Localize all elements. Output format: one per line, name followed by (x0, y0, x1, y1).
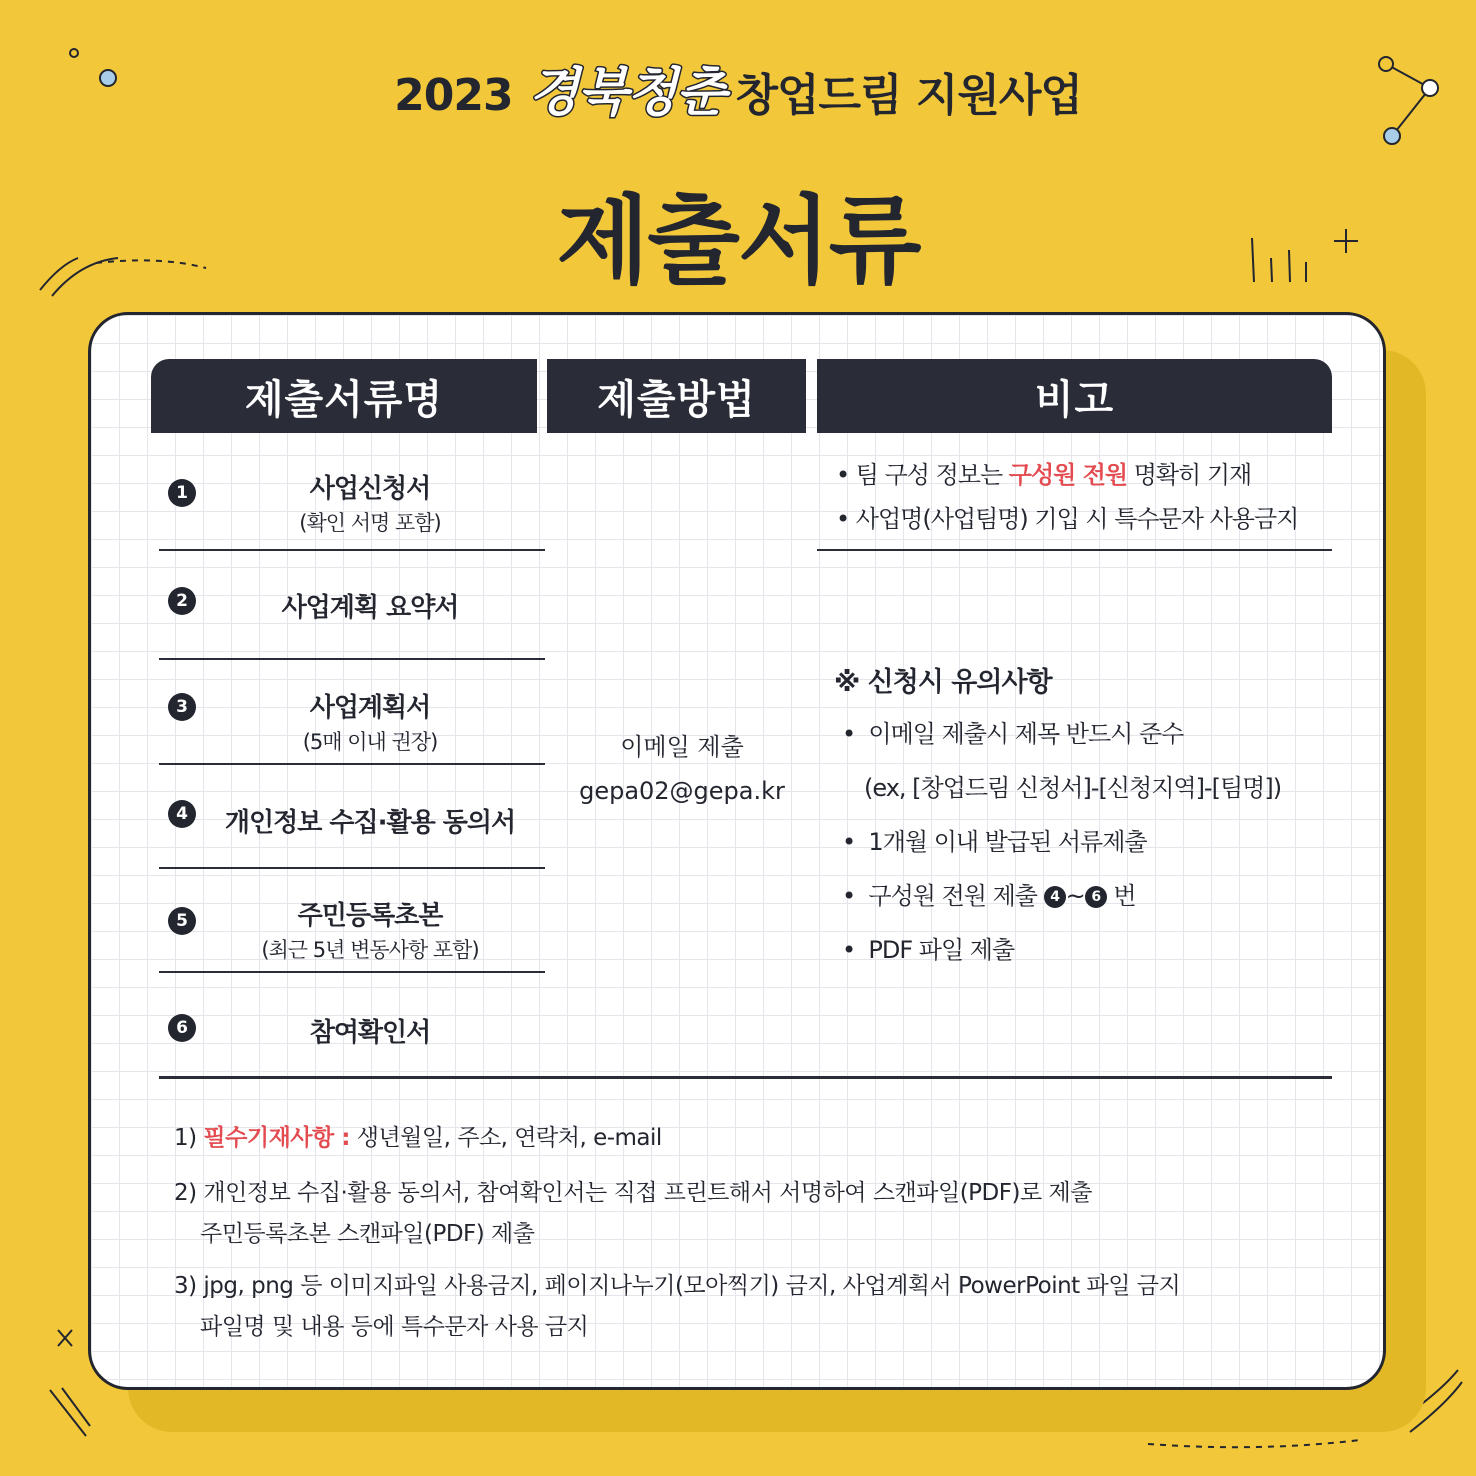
doc-number-badge: 4 (168, 800, 196, 828)
table-bottom-divider (159, 1076, 1332, 1079)
doc-item (200, 468, 540, 537)
doc-number-badge: 3 (168, 693, 196, 721)
doc-item (200, 895, 540, 964)
footnote-text: 생년월일, 주소, 연락처, e-mail (349, 1125, 662, 1151)
notice-item: • PDF 파일 제출 (842, 936, 1015, 964)
header-year: 2023 (394, 70, 513, 121)
page-title: 제출서류 (556, 185, 920, 297)
footnote-2: 2) 개인정보 수집·활용 동의서, 참여확인서는 직접 프린트해서 서명하여 스캔파일(PDF)로 제출 (174, 1180, 1092, 1206)
remark-special-chars: • 사업명(사업팀명) 기입 시 특수문자 사용금지 (836, 505, 1299, 533)
remark-team-info (836, 455, 1251, 490)
remarks-divider (817, 549, 1332, 551)
number-badge: 4 (1044, 886, 1066, 908)
column-header-doc-name: 제출서류명 (151, 359, 537, 433)
doc-number-badge: 1 (168, 479, 196, 507)
footnote-3: 3) jpg, png 등 이미지파일 사용금지, 페이지나누기(모아찍기) 금지, 사업계획서 PowerPoint 파일 금지 (174, 1273, 1181, 1299)
notice-text: 1개월 이내 발급된 서류제출 (868, 828, 1147, 856)
tilde: ~ (1065, 882, 1085, 910)
notice-text: 번 (1106, 882, 1136, 910)
notice-text: 구성원 전원 제출 (868, 882, 1044, 910)
notice-item: • 1개월 이내 발급된 서류제출 (842, 828, 1147, 856)
doc-note: (확인 서명 포함) (299, 511, 441, 535)
remark-text: 명확히 기재 (1127, 461, 1252, 489)
footnote-1 (174, 1119, 662, 1152)
doc-name: 사업계획서 (309, 693, 431, 723)
remark-text: • 팀 구성 정보는 (836, 461, 1009, 489)
doc-number-badge: 5 (168, 907, 196, 935)
x-mark-deco (50, 1330, 90, 1436)
doc-number-badge: 2 (168, 587, 196, 615)
doc-note: (최근 5년 변동사항 포함) (261, 938, 479, 962)
column-header-method: 제출방법 (547, 359, 806, 433)
notice-item: • 구성원 전원 제출 4 ~ 6 번 (842, 882, 1136, 910)
row-divider (159, 867, 545, 869)
notice-text: PDF 파일 제출 (868, 936, 1015, 964)
row-divider (159, 971, 545, 973)
footnote-2-cont: 주민등록초본 스캔파일(PDF) 제출 (200, 1221, 535, 1247)
footnote-number: 1) (174, 1125, 204, 1151)
doc-number-badge: 6 (168, 1014, 196, 1042)
footnote-3-cont: 파일명 및 내용 등에 특수문자 사용 금지 (200, 1314, 589, 1340)
notice-title: ※ 신청시 유의사항 (834, 667, 1052, 698)
doc-name: 사업신청서 (309, 474, 431, 504)
row-divider (159, 763, 545, 765)
header-brand-logo: 경북청춘 (528, 62, 726, 123)
submission-method (552, 725, 812, 813)
method-label: 이메일 제출 (620, 733, 744, 761)
row-divider (159, 549, 545, 551)
footnote-highlight: 필수기재사항 : (203, 1125, 350, 1151)
notice-item: • 이메일 제출시 제목 반드시 준수 (842, 720, 1184, 748)
notice-subject-example: (ex, [창업드림 신청서]-[신청지역]-[팀명]) (864, 774, 1282, 802)
doc-item (200, 1012, 540, 1049)
doc-item (200, 802, 540, 839)
header-program: 창업드림 지원사업 (735, 70, 1082, 121)
program-header (0, 50, 1476, 125)
column-header-remarks: 비고 (817, 359, 1332, 433)
doc-item (200, 687, 540, 756)
doc-name: 개인정보 수집·활용 동의서 (224, 808, 516, 838)
doc-name: 사업계획 요약서 (281, 593, 459, 623)
remark-highlight: 구성원 전원 (1008, 461, 1128, 489)
submission-email: gepa02@gepa.kr (579, 777, 785, 805)
notice-text: 이메일 제출시 제목 반드시 준수 (868, 720, 1184, 748)
row-divider (159, 658, 545, 660)
number-badge: 6 (1085, 886, 1107, 908)
doc-note: (5매 이내 권장) (302, 730, 438, 754)
doc-name: 주민등록초본 (297, 901, 443, 931)
doc-name: 참여확인서 (309, 1018, 431, 1048)
doc-item (200, 587, 540, 624)
